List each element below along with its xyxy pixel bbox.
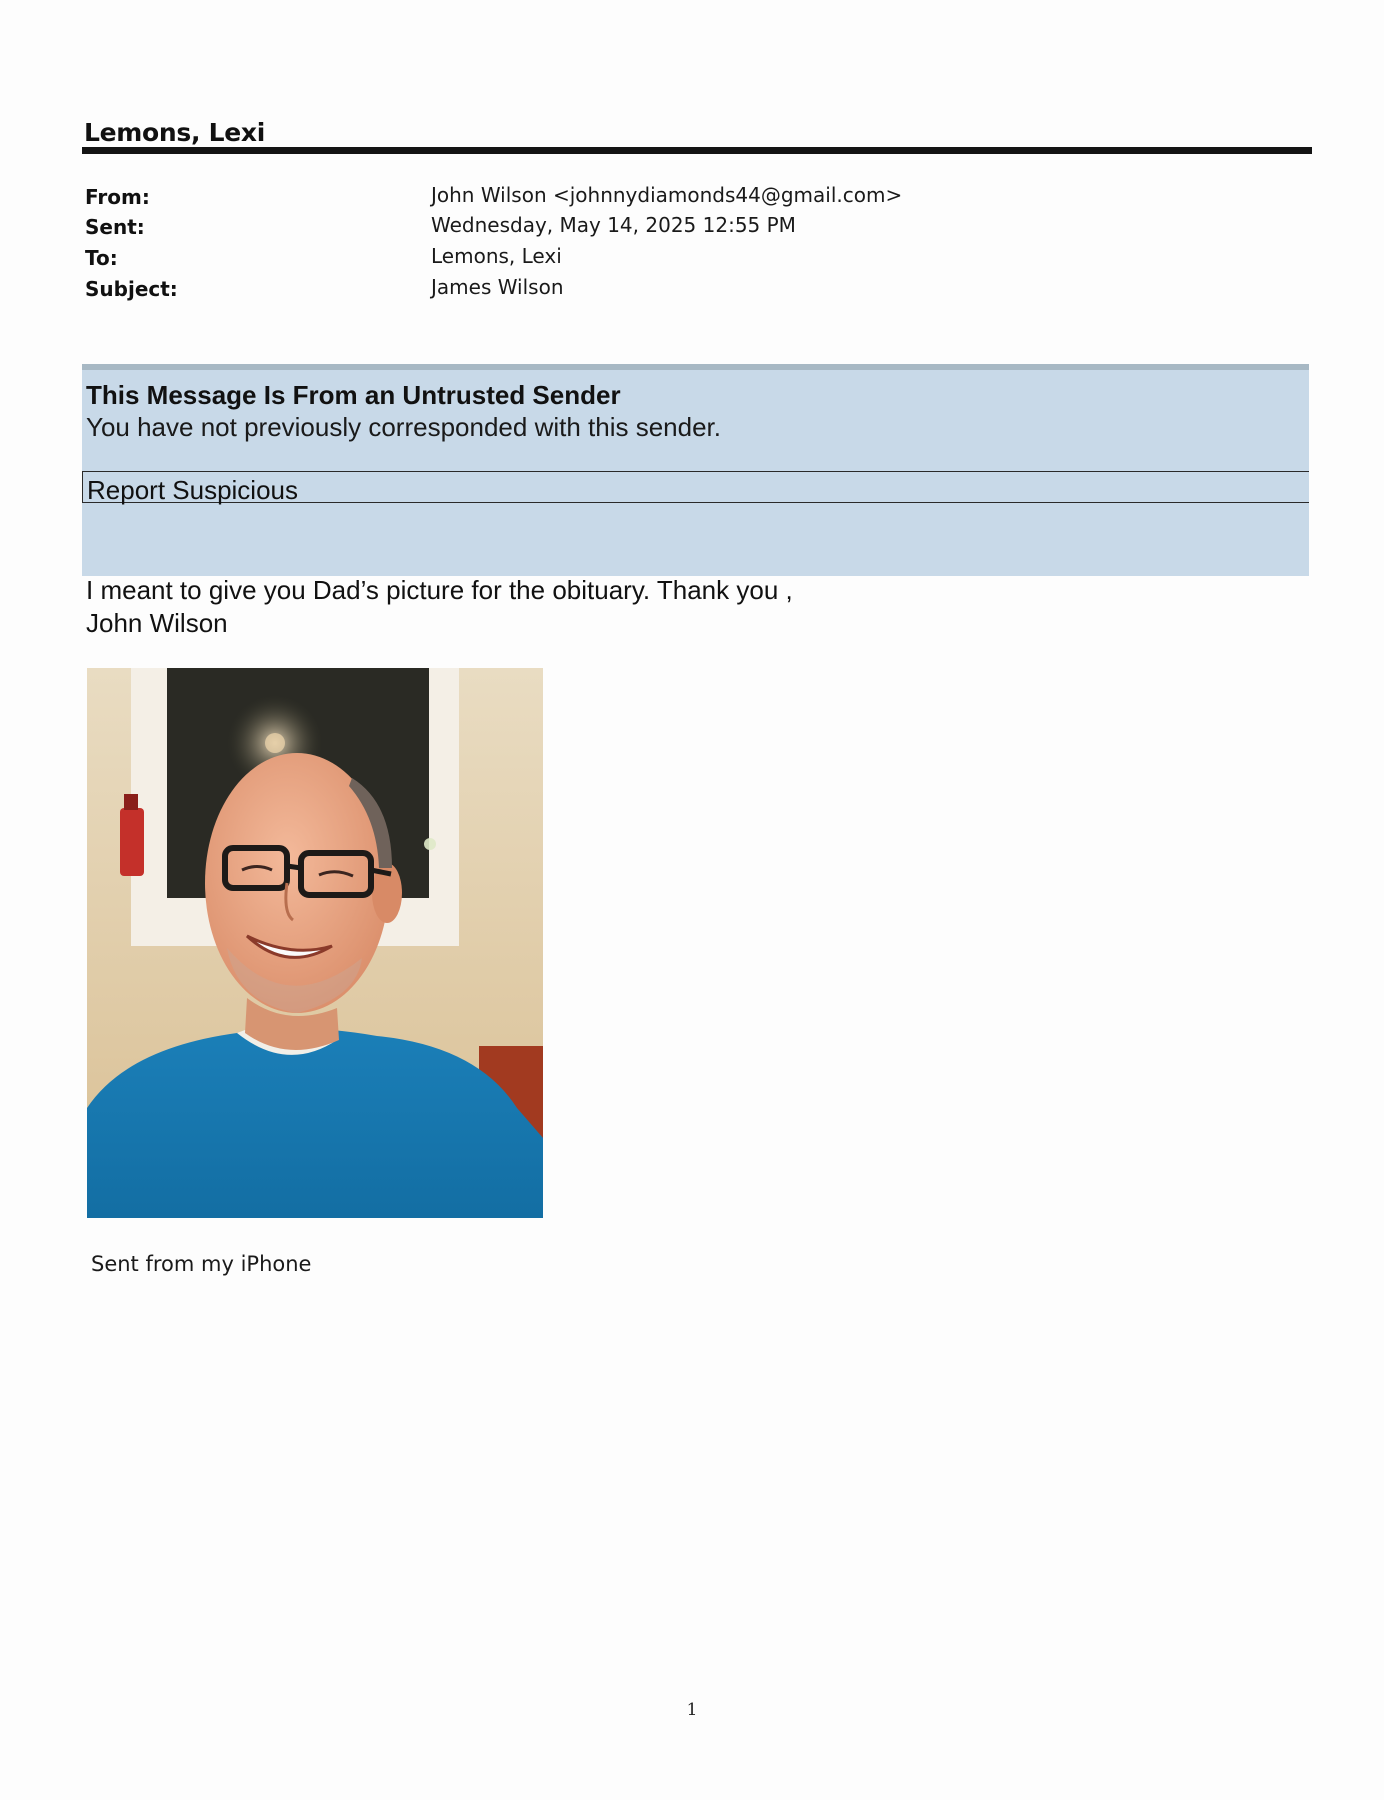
banner-title: This Message Is From an Untrusted Sender [86, 380, 621, 410]
sent-value: Wednesday, May 14, 2025 12:55 PM [431, 213, 796, 237]
page-number: 1 [686, 1700, 698, 1720]
report-suspicious-button[interactable] [82, 471, 1309, 503]
untrusted-sender-banner [82, 364, 1309, 576]
message-line-2: John Wilson [86, 608, 228, 638]
message-line-1: I meant to give you Dad’s picture for the obituary. Thank you , [86, 575, 793, 605]
attached-photo [87, 668, 543, 1218]
subject-label: Subject: [85, 277, 178, 301]
to-label: To: [85, 246, 118, 270]
sent-label: Sent: [85, 215, 145, 239]
from-value: John Wilson <johnnydiamonds44@gmail.com> [431, 183, 903, 207]
to-value: Lemons, Lexi [431, 244, 562, 268]
sent-from-iphone: Sent from my iPhone [91, 1252, 312, 1276]
subject-value: James Wilson [431, 275, 564, 299]
header-divider [82, 147, 1312, 154]
report-suspicious-label: Report Suspicious [87, 475, 298, 505]
from-label: From: [85, 185, 150, 209]
mailbox-owner-name: Lemons, Lexi [84, 118, 265, 147]
banner-subtitle: You have not previously corresponded with this sender. [86, 412, 721, 442]
